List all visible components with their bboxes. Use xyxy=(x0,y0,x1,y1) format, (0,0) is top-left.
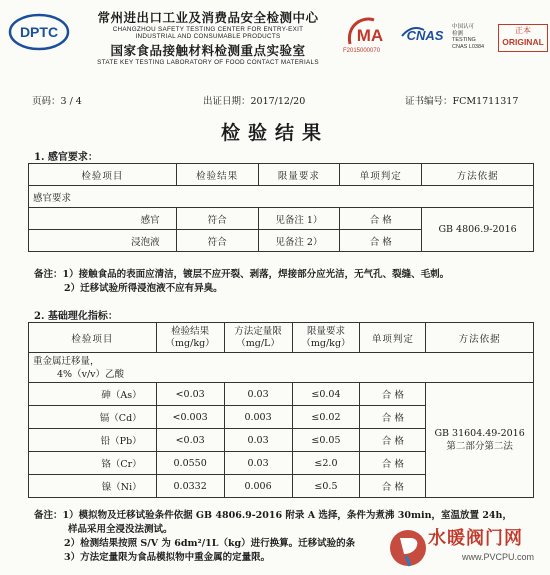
table-row xyxy=(29,186,534,208)
item-cell: 浸泡液 xyxy=(29,230,177,252)
physicochemical-table xyxy=(28,322,534,498)
result-cell: <0.03 xyxy=(156,383,224,406)
limit-cell: ≤2.0 xyxy=(292,452,360,475)
table-row xyxy=(29,353,534,383)
svg-text:MA: MA xyxy=(356,26,384,45)
table-header-row xyxy=(29,323,534,353)
result-cell: 0.0332 xyxy=(156,475,224,498)
result-cell: 符合 xyxy=(176,208,258,230)
item-cell: 镍（Ni） xyxy=(29,475,157,498)
item-cell: 镉（Cd） xyxy=(29,406,157,429)
result-cell: <0.003 xyxy=(156,406,224,429)
col-loq: 方法定量限 （mg/L） xyxy=(224,323,292,353)
result-cell: <0.03 xyxy=(156,429,224,452)
verdict-cell: 合 格 xyxy=(360,429,426,452)
col-verdict: 单项判定 xyxy=(360,323,426,353)
org-name-cn: 常州进出口工业及消费品安全检测中心 xyxy=(97,10,319,25)
method-cell: GB 31604.49-2016 第二部分第二法 xyxy=(426,383,534,498)
lab-name-cn: 国家食品接触材料检测重点实验室 xyxy=(110,43,306,58)
table-header-row xyxy=(29,164,534,186)
org-name-en-line1: CHANGZHOU SAFETY TESTING CENTER FOR ENTRY-EXIT xyxy=(112,26,304,33)
svg-text:CNAS: CNAS xyxy=(406,28,444,43)
watermark-url: www.PVCPU.com xyxy=(462,552,535,562)
col-verdict: 单项判定 xyxy=(340,164,422,186)
loq-cell: 0.03 xyxy=(224,452,292,475)
section1-notes: 备注：1）接触食品的表面应清洁，镀层不应开裂、剥落，焊接部分应光洁，无气孔、裂缝、毛刺。 2）迁移试验所得浸泡液不应有异臭。 xyxy=(34,269,450,294)
limit-cell: ≤0.05 xyxy=(292,429,360,452)
col-item: 检验项目 xyxy=(29,323,157,353)
limit-cell: ≤0.02 xyxy=(292,406,360,429)
cnas-logo-icon xyxy=(400,22,450,44)
result-cell: 0.0550 xyxy=(156,452,224,475)
cma-code: F2015000070 xyxy=(343,48,381,54)
item-cell: 砷（As） xyxy=(29,383,157,406)
group-label: 重金属迁移量， 4%（v/v）乙酸 xyxy=(29,353,534,383)
item-cell: 铬（Cr） xyxy=(29,452,157,475)
limit-cell: ≤0.5 xyxy=(292,475,360,498)
item-cell: 铅（Pb） xyxy=(29,429,157,452)
section2-heading: 2. 基础理化指标： xyxy=(34,311,118,322)
col-limit: 限量要求 xyxy=(258,164,340,186)
issue-date: 出证日期：2017/12/20 xyxy=(203,96,306,107)
verdict-cell: 合 格 xyxy=(360,383,426,406)
dptc-logo-icon xyxy=(8,12,70,52)
result-cell: 符合 xyxy=(176,230,258,252)
cnas-caption: 中国认可 检测 TESTING CNAS L0384 xyxy=(452,24,485,50)
table-row xyxy=(29,208,534,230)
certificate-number: 证书编号：FCM1711317 xyxy=(405,96,519,107)
table-row xyxy=(29,383,534,406)
verdict-cell: 合 格 xyxy=(340,230,422,252)
method-cell: GB 4806.9-2016 xyxy=(422,208,534,252)
page-title: 检验结果 xyxy=(220,122,329,144)
col-item: 检验项目 xyxy=(29,164,177,186)
section2-notes: 备注：1）模拟物及迁移试验条件依据 GB 4806.9-2016 附录 A 选择，条件为煮沸 30min，室温放置 24h， 样品采用全浸没法测试。 2）检测结果按照 S/V 为 6dm²/1L（kg）进行换算。迁移试验的条 3）方法定量限为食品模拟物中重金属的定量限。 xyxy=(34,510,512,563)
col-method: 方法依据 xyxy=(426,323,534,353)
org-name-en-line2: INDUSTRIAL AND CONSUMABLE PRODUCTS xyxy=(135,33,281,40)
limit-cell: 见备注 2） xyxy=(258,230,340,252)
limit-cell: 见备注 1） xyxy=(258,208,340,230)
verdict-cell: 合 格 xyxy=(340,208,422,230)
limit-cell: ≤0.04 xyxy=(292,383,360,406)
lab-name-en: STATE KEY TESTING LABORATORY OF FOOD CONTACT MATERIALS xyxy=(97,59,319,66)
loq-cell: 0.003 xyxy=(224,406,292,429)
loq-cell: 0.006 xyxy=(224,475,292,498)
watermark-text: 水暖阀门网 xyxy=(428,528,523,549)
sensory-table xyxy=(28,163,534,252)
col-result: 检验结果 （mg/kg） xyxy=(156,323,224,353)
verdict-cell: 合 格 xyxy=(360,475,426,498)
col-method: 方法依据 xyxy=(422,164,534,186)
section1-heading: 1. 感官要求： xyxy=(34,152,98,163)
loq-cell: 0.03 xyxy=(224,429,292,452)
loq-cell: 0.03 xyxy=(224,383,292,406)
group-label: 感官要求 xyxy=(29,186,534,208)
col-result: 检验结果 xyxy=(176,164,258,186)
svg-text:DPTC: DPTC xyxy=(19,24,59,40)
original-stamp: 正本 ORIGINAL xyxy=(498,24,548,52)
organization-block xyxy=(74,8,342,66)
report-header xyxy=(0,0,550,78)
item-cell: 感官 xyxy=(29,208,177,230)
verdict-cell: 合 格 xyxy=(360,452,426,475)
col-limit: 限量要求 （mg/kg） xyxy=(292,323,360,353)
verdict-cell: 合 格 xyxy=(360,406,426,429)
page-number: 页码：3 / 4 xyxy=(32,96,82,107)
